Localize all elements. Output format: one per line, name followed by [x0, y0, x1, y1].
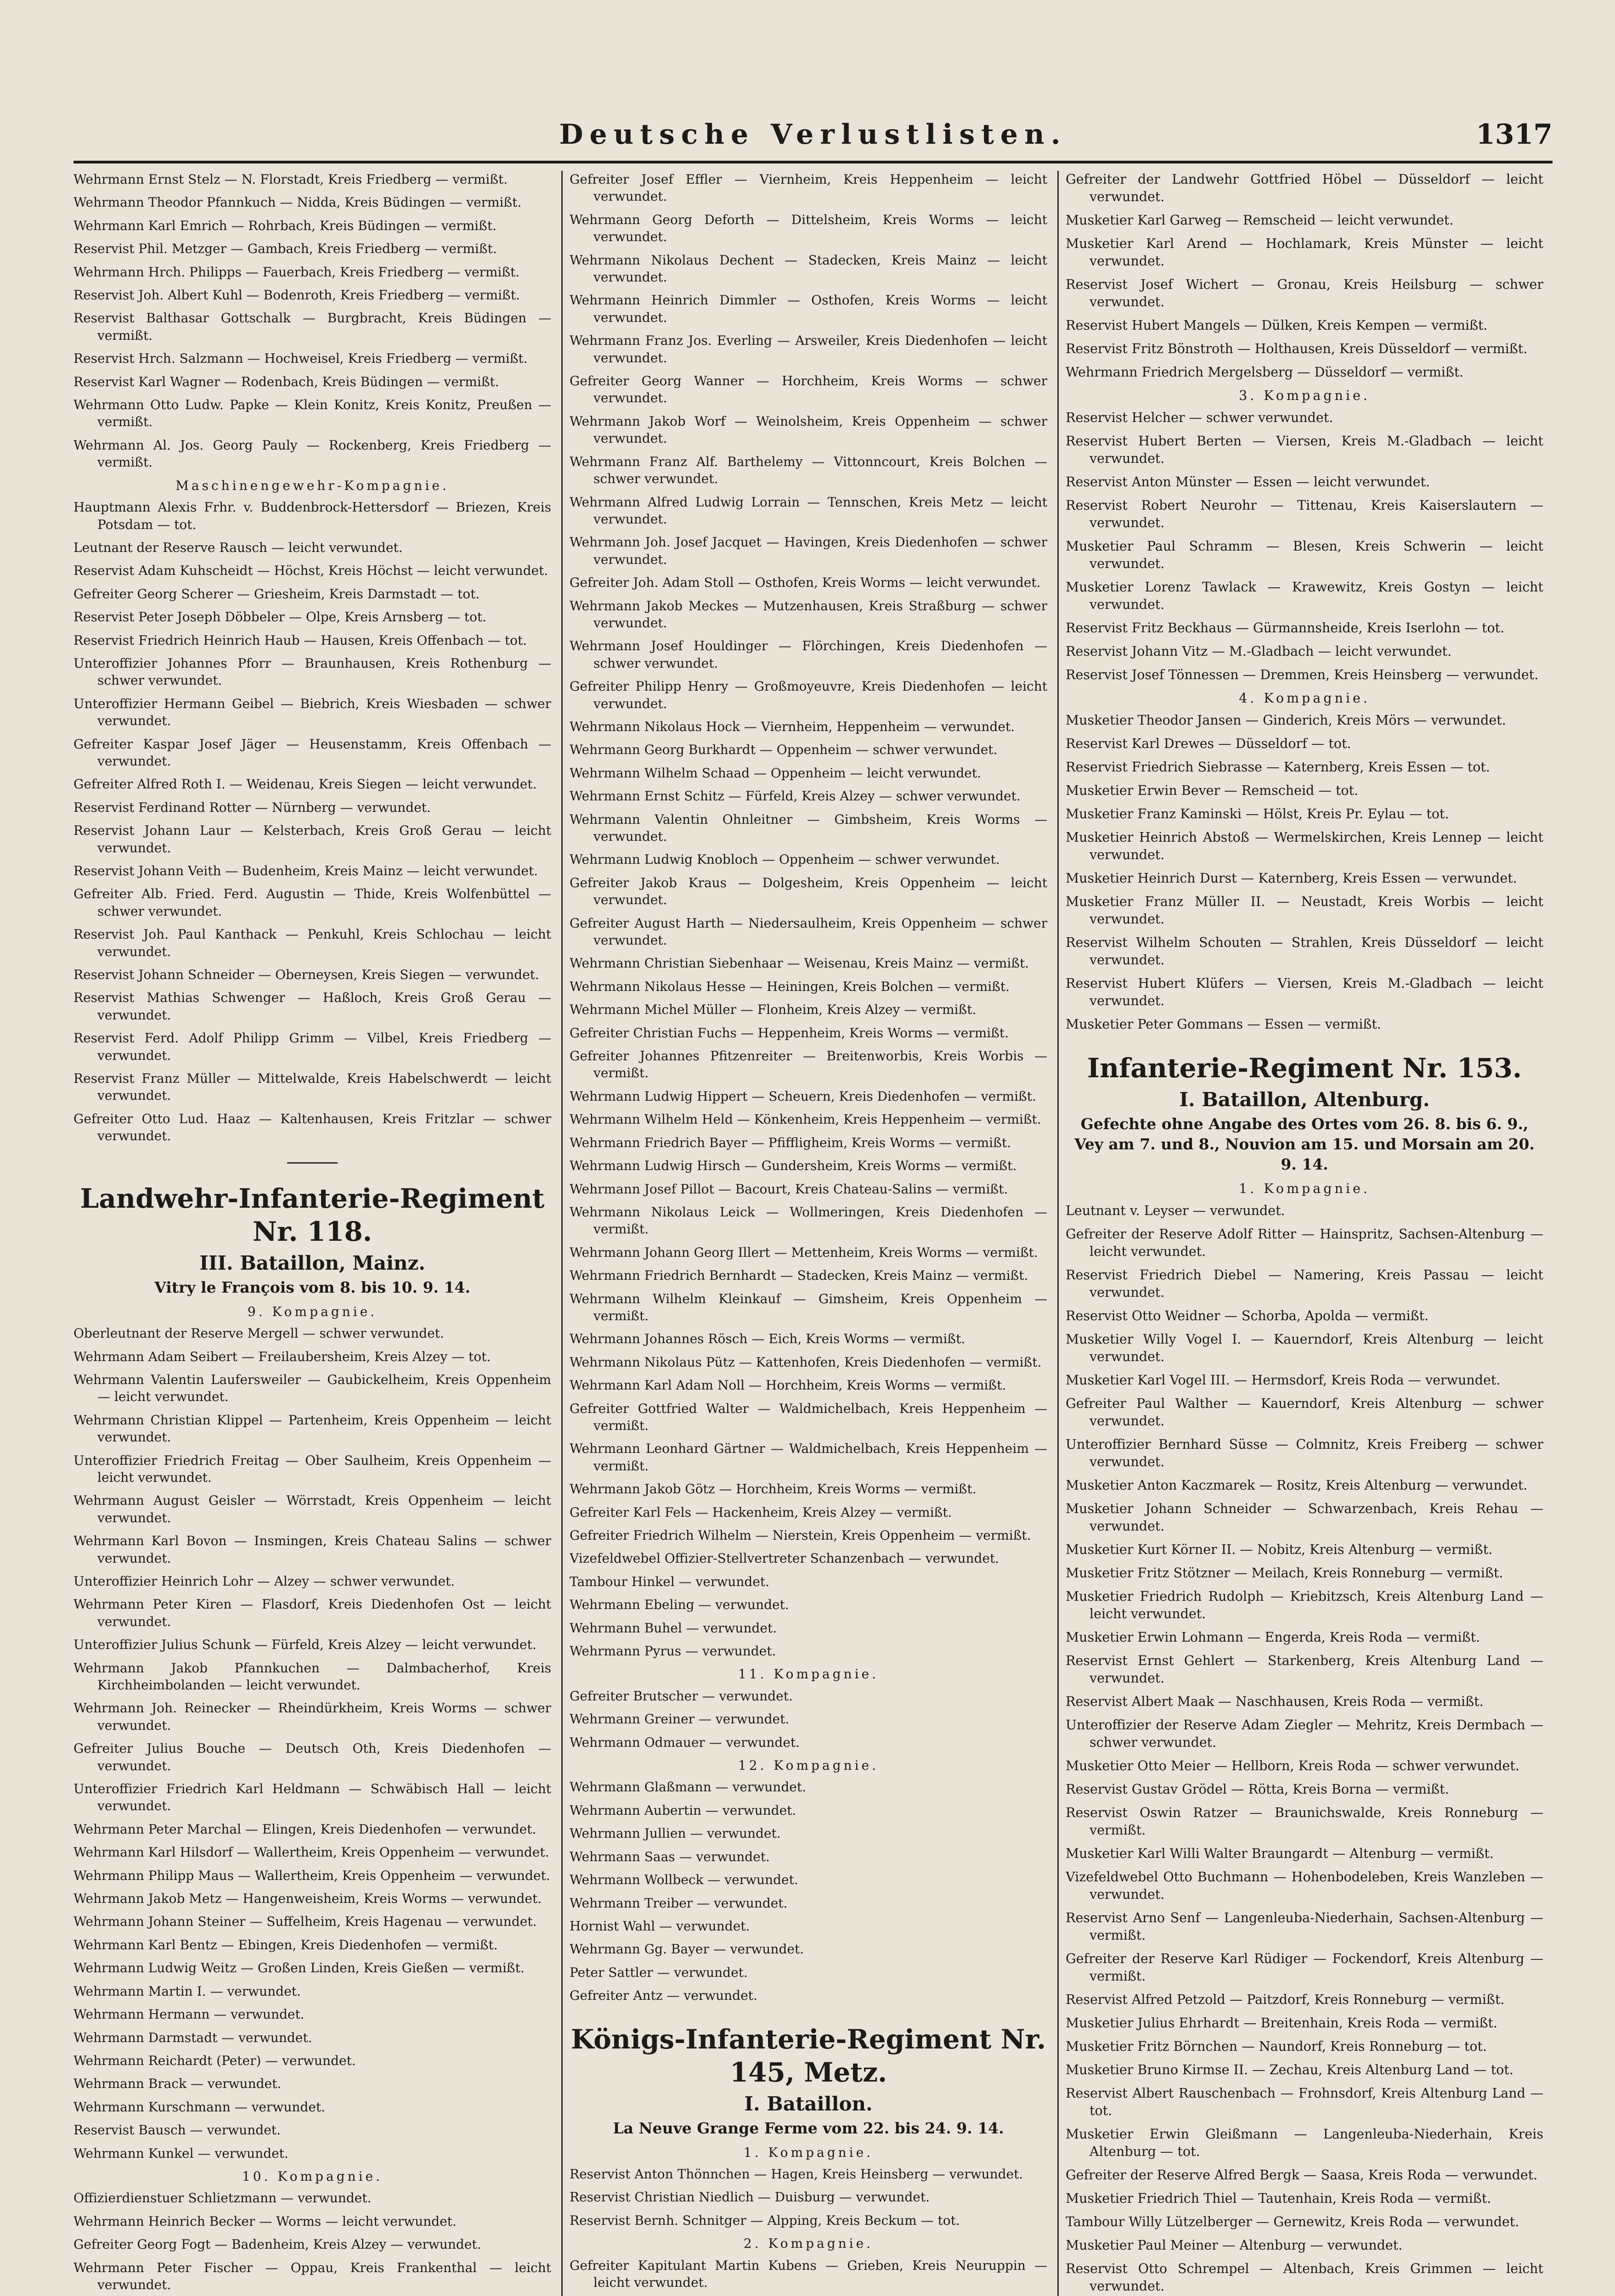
- list-entry: Musketier Fritz Börnchen — Naundorf, Kreis Ronneburg — tot.: [1066, 2039, 1487, 2054]
- list-entry: Gefreiter Christian Fuchs — Heppenheim, Kreis Worms — vermißt.: [570, 1025, 1009, 1041]
- list-entry: Wehrmann Hermann — verwundet.: [73, 2007, 305, 2022]
- list-entry: Wehrmann Odmauer — verwundet.: [570, 1734, 800, 1750]
- list-entry: Wehrmann Pyrus — verwundet.: [570, 1643, 776, 1659]
- list-entry: Wehrmann Jakob Götz — Horchheim, Kreis Worms — vermißt.: [570, 1481, 977, 1497]
- list-entry: Wehrmann Glaßmann — verwundet.: [570, 1779, 806, 1795]
- list-entry: Musketier Otto Meier — Hellborn, Kreis Roda — schwer verwundet.: [1066, 1758, 1519, 1773]
- company-heading: 1. Kompagnie.: [1239, 1181, 1370, 1196]
- column-rule-2: [1057, 171, 1059, 2296]
- list-entry: Reservist Johann Veith — Budenheim, Kreis Mainz — leicht verwundet.: [73, 863, 538, 878]
- list-entry: Reservist Hubert Berten — Viersen, Kreis M.-Gladbach — leicht verwundet.: [1066, 433, 1543, 466]
- list-entry: Reservist Joh. Paul Kanthack — Penkuhl, Kreis Schlochau — leicht verwundet.: [73, 927, 551, 959]
- list-entry: Reservist Franz Müller — Mittelwalde, Kreis Habelschwerdt — leicht verwundet.: [73, 1071, 551, 1103]
- list-entry: Wehrmann Jakob Worf — Weinolsheim, Kreis Oppenheim — schwer verwundet.: [570, 413, 1047, 446]
- list-entry: Wehrmann Wollbeck — verwundet.: [570, 1872, 798, 1888]
- list-entry: Wehrmann Josef Pillot — Bacourt, Kreis Chateau-Salins — vermißt.: [570, 1181, 1008, 1197]
- list-entry: Wehrmann Saas — verwundet.: [570, 1849, 770, 1864]
- list-entry: Gefreiter Kaspar Josef Jäger — Heusenstamm, Kreis Offenbach — verwundet.: [73, 736, 551, 769]
- list-entry: Reservist Josef Wichert — Gronau, Kreis Heilsburg — schwer verwundet.: [1066, 277, 1543, 310]
- list-entry: Wehrmann Reichardt (Peter) — verwundet.: [73, 2053, 356, 2068]
- list-entry: Reservist Friedrich Heinrich Haub — Hausen, Kreis Offenbach — tot.: [73, 632, 527, 648]
- list-entry: Reservist Albert Maak — Naschhausen, Kreis Roda — vermißt.: [1066, 1694, 1484, 1709]
- list-entry: Wehrmann Jullien — verwundet.: [570, 1826, 781, 1841]
- list-entry: Tambour Willy Lützelberger — Gernewitz, Kreis Roda — verwundet.: [1066, 2214, 1519, 2229]
- company-heading: 11. Kompagnie.: [738, 1666, 879, 1682]
- list-entry: Musketier Franz Müller II. — Neustadt, Kreis Worbis — leicht verwundet.: [1066, 894, 1543, 927]
- list-entry: Wehrmann Ludwig Knobloch — Oppenheim — schwer verwundet.: [570, 852, 1000, 867]
- list-entry: Wehrmann Nikolaus Dechent — Stadecken, Kreis Mainz — leicht verwundet.: [570, 252, 1047, 285]
- list-entry: Gefreiter Otto Lud. Haaz — Kaltenhausen, Kreis Fritzlar — schwer verwundet.: [73, 1111, 551, 1144]
- list-entry: Oberleutnant der Reserve Mergell — schwer verwundet.: [73, 1326, 444, 1341]
- list-entry: Wehrmann Kurschmann — verwundet.: [73, 2099, 326, 2115]
- list-entry: Wehrmann Jakob Meckes — Mutzenhausen, Kreis Straßburg — schwer verwundet.: [570, 598, 1047, 630]
- list-entry: Wehrmann Adam Seibert — Freilaubersheim, Kreis Alzey — tot.: [73, 1349, 491, 1364]
- list-entry: Reservist Balthasar Gottschalk — Burgbracht, Kreis Büdingen — vermißt.: [73, 310, 551, 343]
- list-entry: Wehrmann Ludwig Hirsch — Gundersheim, Kreis Worms — vermißt.: [570, 1158, 1017, 1174]
- list-entry: Gefreiter Friedrich Wilhelm — Nierstein, Kreis Oppenheim — vermißt.: [570, 1528, 1031, 1543]
- regiment-heading: Infanterie-Regiment Nr. 153.: [1087, 1052, 1522, 1084]
- list-entry: Musketier Bruno Kirmse II. — Zechau, Kreis Altenburg Land — tot.: [1066, 2062, 1513, 2077]
- company-heading: Maschinengewehr-Kompagnie.: [175, 478, 449, 493]
- list-entry: Wehrmann Ebeling — verwundet.: [570, 1597, 789, 1613]
- list-entry: Unteroffizier der Reserve Adam Ziegler — Mehritz, Kreis Dermbach — schwer verwundet.: [1066, 1717, 1543, 1750]
- list-entry: Gefreiter Jakob Kraus — Dolgesheim, Kreis Oppenheim — leicht verwundet.: [570, 875, 1047, 908]
- page-header: [73, 110, 1553, 163]
- list-entry: Wehrmann Hrch. Philipps — Fauerbach, Kreis Friedberg — vermißt.: [73, 264, 520, 280]
- company-heading: 1. Kompagnie.: [743, 2144, 874, 2160]
- list-entry: Wehrmann Wilhelm Held — Könkenheim, Kreis Heppenheim — vermißt.: [570, 1112, 1041, 1127]
- list-entry: Wehrmann Karl Bovon — Insmingen, Kreis Chateau Salins — schwer verwundet.: [73, 1533, 551, 1566]
- list-entry: Gefreiter Georg Wanner — Horchheim, Kreis Worms — schwer verwundet.: [570, 373, 1047, 406]
- list-entry: Wehrmann Heinrich Becker — Worms — leicht verwundet.: [73, 2213, 457, 2229]
- list-entry: Wehrmann Martin I. — verwundet.: [73, 1983, 301, 1999]
- company-heading: 12. Kompagnie.: [738, 1758, 879, 1773]
- list-entry: Reservist Ferdinand Rotter — Nürnberg — verwundet.: [73, 799, 431, 815]
- list-entry: Reservist Johann Schneider — Oberneysen, Kreis Siegen — verwundet.: [73, 967, 539, 983]
- company-heading: 9. Kompagnie.: [247, 1304, 378, 1319]
- list-entry: Wehrmann Christian Klippel — Partenheim, Kreis Oppenheim — leicht verwundet.: [73, 1412, 551, 1445]
- list-entry: Gefreiter Antz — verwundet.: [570, 1988, 757, 2003]
- list-entry: Reservist Adam Kuhscheidt — Höchst, Kreis Höchst — leicht verwundet.: [73, 563, 548, 579]
- list-entry: Reservist Anton Münster — Essen — leicht verwundet.: [1066, 474, 1430, 490]
- list-entry: Wehrmann Ludwig Hippert — Scheuern, Kreis Diedenhofen — vermißt.: [570, 1088, 1036, 1104]
- list-entry: Wehrmann Al. Jos. Georg Pauly — Rockenberg, Kreis Friedberg — vermißt.: [73, 437, 551, 470]
- column-rule-1: [561, 171, 563, 2296]
- list-entry: Wehrmann Christian Siebenhaar — Weisenau, Kreis Mainz — vermißt.: [570, 956, 1029, 971]
- list-entry: Reservist Fritz Bönstroth — Holthausen, Kreis Düsseldorf — vermißt.: [1066, 341, 1528, 356]
- list-entry: Reservist Hrch. Salzmann — Hochweisel, Kreis Friedberg — vermißt.: [73, 351, 528, 366]
- list-entry: Wehrmann Franz Alf. Barthelemy — Vittonncourt, Kreis Bolchen — schwer verwundet.: [570, 454, 1047, 487]
- list-entry: Gefreiter der Reserve Karl Rüdiger — Fockendorf, Kreis Altenburg — vermißt.: [1066, 1951, 1543, 1984]
- list-entry: Wehrmann Johannes Rösch — Eich, Kreis Worms — vermißt.: [570, 1331, 966, 1347]
- list-entry: Tambour Hinkel — verwundet.: [570, 1574, 769, 1589]
- list-entry: Musketier Willy Vogel I. — Kauerndorf, Kreis Altenburg — leicht verwundet.: [1066, 1332, 1543, 1364]
- list-entry: Wehrmann Ernst Stelz — N. Florstadt, Kreis Friedberg — vermißt.: [73, 172, 508, 187]
- company-heading: 10. Kompagnie.: [242, 2168, 383, 2184]
- list-entry: Gefreiter Paul Walther — Kauerndorf, Kreis Altenburg — schwer verwundet.: [1066, 1396, 1543, 1429]
- list-entry: Leutnant der Reserve Rausch — leicht verwundet.: [73, 540, 403, 555]
- list-entry: Wehrmann Wilhelm Schaad — Oppenheim — leicht verwundet.: [570, 765, 982, 781]
- list-entry: Reservist Alfred Petzold — Paitzdorf, Kreis Ronneburg — vermißt.: [1066, 1992, 1505, 2007]
- list-entry: Unteroffizier Friedrich Freitag — Ober Saulheim, Kreis Oppenheim — leicht verwundet.: [73, 1452, 551, 1485]
- regiment-heading: Landwehr-Infanterie-Regiment Nr. 118.: [80, 1182, 545, 1247]
- list-entry: Reservist Friedrich Diebel — Namering, Kreis Passau — leicht verwundet.: [1066, 1267, 1543, 1300]
- list-entry: Wehrmann Karl Hilsdorf — Wallertheim, Kreis Oppenheim — verwundet.: [73, 1845, 549, 1860]
- list-entry: Musketier Franz Kaminski — Hölst, Kreis Pr. Eylau — tot.: [1066, 806, 1449, 822]
- list-entry: Gefreiter Kapitulant Martin Kubens — Grieben, Kreis Neuruppin — leicht verwundet.: [570, 2257, 1047, 2290]
- battalion-heading: III. Bataillon, Mainz.: [199, 1251, 425, 1274]
- list-entry: Wehrmann Joh. Josef Jacquet — Havingen, Kreis Diedenhofen — schwer verwundet.: [570, 535, 1047, 567]
- list-entry: Wehrmann Nikolaus Pütz — Kattenhofen, Kreis Diedenhofen — vermißt.: [570, 1354, 1042, 1370]
- list-entry: Peter Sattler — verwundet.: [570, 1964, 748, 1980]
- list-entry: Musketier Kurt Körner II. — Nobitz, Kreis Altenburg — vermißt.: [1066, 1542, 1493, 1557]
- list-entry: Wehrmann Karl Bentz — Ebingen, Kreis Diedenhofen — vermißt.: [73, 1937, 498, 1953]
- list-entry: Wehrmann Philipp Maus — Wallertheim, Kreis Oppenheim — verwundet.: [73, 1868, 550, 1883]
- list-entry: Musketier Friedrich Thiel — Tautenhain, Kreis Roda — vermißt.: [1066, 2191, 1491, 2206]
- list-entry: Wehrmann Buhel — verwundet.: [570, 1620, 777, 1636]
- list-entry: Reservist Johann Vitz — M.-Gladbach — leicht verwundet.: [1066, 644, 1452, 659]
- list-entry: Wehrmann Ernst Schitz — Fürfeld, Kreis Alzey — schwer verwundet.: [570, 788, 1021, 804]
- list-entry: Gefreiter der Reserve Alfred Bergk — Saasa, Kreis Roda — verwundet.: [1066, 2167, 1538, 2183]
- list-entry: Reservist Gustav Grödel — Rötta, Kreis Borna — vermißt.: [1066, 1782, 1449, 1797]
- list-entry: Wehrmann Franz Jos. Everling — Arsweiler, Kreis Diedenhofen — leicht verwundet.: [570, 333, 1047, 366]
- list-entry: Wehrmann Valentin Ohnleitner — Gimbsheim, Kreis Worms — verwundet.: [570, 811, 1047, 844]
- list-entry: Hornist Wahl — verwundet.: [570, 1918, 750, 1934]
- list-entry: Wehrmann Nikolaus Hock — Viernheim, Heppenheim — verwundet.: [570, 719, 1015, 734]
- list-entry: Musketier Paul Schramm — Blesen, Kreis Schwerin — leicht verwundet.: [1066, 539, 1543, 571]
- list-entry: Wehrmann Peter Marchal — Elingen, Kreis Diedenhofen — verwundet.: [73, 1821, 536, 1837]
- list-entry: Wehrmann Johann Steiner — Suffelheim, Kreis Hagenau — verwundet.: [73, 1914, 537, 1930]
- list-entry: Wehrmann Jakob Pfannkuchen — Dalmbacherhof, Kreis Kirchheimbolanden — leicht verwundet.: [73, 1660, 551, 1693]
- list-entry: Musketier Heinrich Durst — Katernberg, Kreis Essen — verwundet.: [1066, 871, 1517, 886]
- list-entry: Vizefeldwebel Otto Buchmann — Hohenbodeleben, Kreis Wanzleben — verwundet.: [1066, 1869, 1543, 1902]
- list-entry: Gefreiter Joh. Adam Stoll — Osthofen, Kreis Worms — leicht verwundet.: [570, 575, 1041, 591]
- list-entry: Reservist Peter Joseph Döbbeler — Olpe, Kreis Arnsberg — tot.: [73, 609, 487, 625]
- list-entry: Wehrmann Nikolaus Leick — Wollmeringen, Kreis Diedenhofen — vermißt.: [570, 1204, 1047, 1237]
- list-entry: Wehrmann Jakob Metz — Hangenweisheim, Kreis Worms — verwundet.: [73, 1891, 542, 1907]
- section-divider: [287, 1162, 338, 1164]
- list-entry: Unteroffizier Hermann Geibel — Biebrich, Kreis Wiesbaden — schwer verwundet.: [73, 696, 551, 729]
- list-entry: Gefreiter August Harth — Niedersaulheim, Kreis Oppenheim — schwer verwundet.: [570, 915, 1047, 948]
- list-entry: Gefreiter Georg Fogt — Badenheim, Kreis Alzey — verwundet.: [73, 2237, 481, 2252]
- list-entry: Reservist Ferd. Adolf Philipp Grimm — Vilbel, Kreis Friedberg — verwundet.: [73, 1030, 551, 1063]
- company-heading: 2. Kompagnie.: [743, 2236, 874, 2251]
- list-entry: Reservist Fritz Beckhaus — Gürmannsheide, Kreis Iserlohn — tot.: [1066, 620, 1505, 636]
- list-entry: Reservist Johann Laur — Kelsterbach, Kreis Groß Gerau — leicht verwundet.: [73, 823, 551, 855]
- list-entry: Unteroffizier Julius Schunk — Fürfeld, Kreis Alzey — leicht verwundet.: [73, 1637, 536, 1653]
- list-entry: Unteroffizier Johannes Pforr — Braunhausen, Kreis Rothenburg — schwer verwundet.: [73, 655, 551, 688]
- list-entry: Musketier Karl Garweg — Remscheid — leicht verwundet.: [1066, 213, 1454, 228]
- list-entry: Wehrmann Aubertin — verwundet.: [570, 1802, 796, 1818]
- list-entry: Gefreiter Alb. Fried. Ferd. Augustin — Thide, Kreis Wolfenbüttel — schwer verwundet.: [73, 886, 551, 919]
- list-entry: Musketier Karl Willi Walter Braungardt — Altenburg — vermißt.: [1066, 1846, 1494, 1861]
- list-entry: Musketier Johann Schneider — Schwarzenbach, Kreis Rehau — verwundet.: [1066, 1501, 1543, 1534]
- list-entry: Gefreiter der Landwehr Gottfried Höbel — Düsseldorf — leicht verwundet.: [1066, 172, 1543, 204]
- location-date-line: Gefechte ohne Angabe des Ortes vom 26. 8. bis 6. 9., Vey am 7. und 8., Nouvion am 15. und Morsain am 20. 9. 14.: [1074, 1115, 1535, 1173]
- list-entry: Wehrmann Georg Burkhardt — Oppenheim — schwer verwundet.: [570, 742, 998, 758]
- list-entry: Gefreiter Josef Effler — Viernheim, Kreis Heppenheim — leicht verwundet.: [570, 172, 1047, 204]
- list-entry: Reservist Bernh. Schnitger — Alpping, Kreis Beckum — tot.: [570, 2212, 960, 2228]
- list-entry: Wehrmann Darmstadt — verwundet.: [73, 2030, 312, 2045]
- list-entry: Musketier Heinrich Abstoß — Wermelskirchen, Kreis Lennep — leicht verwundet.: [1066, 830, 1543, 862]
- list-entry: Wehrmann Ludwig Weitz — Großen Linden, Kreis Gießen — vermißt.: [73, 1960, 525, 1976]
- list-entry: Wehrmann August Geisler — Wörrstadt, Kreis Oppenheim — leicht verwundet.: [73, 1493, 551, 1525]
- list-entry: Wehrmann Gg. Bayer — verwundet.: [570, 1941, 804, 1957]
- list-entry: Wehrmann Joh. Reinecker — Rheindürkheim, Kreis Worms — schwer verwundet.: [73, 1700, 551, 1733]
- list-entry: Musketier Erwin Lohmann — Engerda, Kreis Roda — vermißt.: [1066, 1630, 1480, 1645]
- list-entry: Gefreiter Johannes Pfitzenreiter — Breitenworbis, Kreis Worbis — vermißt.: [570, 1048, 1047, 1081]
- list-entry: Reservist Karl Drewes — Düsseldorf — tot.: [1066, 736, 1351, 751]
- list-entry: Wehrmann Friedrich Mergelsberg — Düsseldorf — vermißt.: [1066, 365, 1464, 380]
- list-entry: Unteroffizier Bernhard Süsse — Colmnitz, Kreis Freiberg — schwer verwundet.: [1066, 1437, 1543, 1469]
- list-entry: Reservist Robert Neurohr — Tittenau, Kreis Kaiserslautern — verwundet.: [1066, 498, 1543, 530]
- list-entry: Musketier Peter Gommans — Essen — vermißt.: [1066, 1017, 1381, 1032]
- list-entry: Musketier Anton Kaczmarek — Rositz, Kreis Altenburg — verwundet.: [1066, 1478, 1528, 1493]
- list-entry: Reservist Arno Senf — Langenleuba-Niederhain, Sachsen-Altenburg — vermißt.: [1066, 1910, 1543, 1943]
- battalion-heading: I. Bataillon.: [744, 2092, 873, 2115]
- list-entry: Musketier Erwin Bever — Remscheid — tot.: [1066, 783, 1359, 798]
- list-entry: Reservist Helcher — schwer verwundet.: [1066, 410, 1333, 425]
- list-entry: Reservist Hubert Mangels — Dülken, Kreis Kempen — vermißt.: [1066, 318, 1488, 333]
- list-entry: Reservist Wilhelm Schouten — Strahlen, Kreis Düsseldorf — leicht verwundet.: [1066, 935, 1543, 968]
- location-date-line: La Neuve Grange Ferme vom 22. bis 24. 9. 14.: [613, 2119, 1004, 2137]
- list-entry: Wehrmann Josef Houldinger — Flörchingen, Kreis Diedenhofen — schwer verwundet.: [570, 638, 1047, 671]
- list-entry: Leutnant v. Leyser — verwundet.: [1066, 1203, 1285, 1218]
- list-entry: Unteroffizier Friedrich Karl Heldmann — Schwäbisch Hall — leicht verwundet.: [73, 1781, 551, 1814]
- list-entry: Reservist Friedrich Siebrasse — Katernberg, Kreis Essen — tot.: [1066, 760, 1490, 775]
- list-entry: Reservist Albert Rauschenbach — Frohnsdorf, Kreis Altenburg Land — tot.: [1066, 2086, 1543, 2118]
- list-entry: Wehrmann Michel Müller — Flonheim, Kreis Alzey — vermißt.: [570, 1002, 977, 1018]
- list-entry: Wehrmann Otto Ludw. Papke — Klein Konitz, Kreis Konitz, Preußen — vermißt.: [73, 397, 551, 430]
- list-entry: Musketier Theodor Jansen — Ginderich, Kreis Mörs — verwundet.: [1066, 713, 1506, 728]
- list-entry: Gefreiter Brutscher — verwundet.: [570, 1688, 793, 1704]
- list-entry: Reservist Anton Thönnchen — Hagen, Kreis Heinsberg — verwundet.: [570, 2166, 1023, 2182]
- battalion-heading: I. Bataillon, Altenburg.: [1179, 1088, 1430, 1111]
- list-entry: Musketier Karl Arend — Hochlamark, Kreis Münster — leicht verwundet.: [1066, 236, 1543, 269]
- list-entry: Musketier Julius Ehrhardt — Breitenhain, Kreis Roda — vermißt.: [1066, 2015, 1498, 2031]
- list-entry: Reservist Mathias Schwenger — Haßloch, Kreis Groß Gerau — verwundet.: [73, 990, 551, 1023]
- regiment-heading: Königs-Infanterie-Regiment Nr. 145, Metz.: [570, 2023, 1046, 2088]
- column-2: [570, 171, 1047, 2296]
- list-entry: Reservist Josef Tönnessen — Dremmen, Kreis Heinsberg — verwundet.: [1066, 667, 1539, 682]
- list-entry: Gefreiter Karl Fels — Hackenheim, Kreis Alzey — vermißt.: [570, 1504, 952, 1520]
- list-entry: Reservist Otto Weidner — Schorba, Apolda — vermißt.: [1066, 1308, 1429, 1323]
- column-3: [1066, 171, 1543, 2296]
- list-entry: Musketier Erwin Gleißmann — Langenleuba-Niederhain, Kreis Altenburg — tot.: [1066, 2127, 1543, 2159]
- list-entry: Wehrmann Treiber — verwundet.: [570, 1895, 788, 1911]
- list-entry: Offizierdienstuer Schlietzmann — verwundet.: [73, 2190, 372, 2206]
- list-entry: Reservist Otto Schrempel — Altenbach, Kreis Grimmen — leicht verwundet.: [1066, 2261, 1543, 2294]
- company-heading: 4. Kompagnie.: [1239, 691, 1370, 706]
- list-entry: Wehrmann Friedrich Bayer — Pfiffligheim, Kreis Worms — vermißt.: [570, 1135, 1011, 1150]
- list-entry: Reservist Karl Wagner — Rodenbach, Kreis Büdingen — vermißt.: [73, 374, 499, 389]
- list-entry: Gefreiter der Reserve Adolf Ritter — Hainspritz, Sachsen-Altenburg — leicht verwundet.: [1066, 1227, 1543, 1259]
- list-entry: Wehrmann Peter Fischer — Oppau, Kreis Frankenthal — leicht verwundet.: [73, 2260, 551, 2292]
- list-entry: Wehrmann Nikolaus Hesse — Heiningen, Kreis Bolchen — vermißt.: [570, 979, 1010, 994]
- list-entry: Reservist Oswin Ratzer — Braunichswalde, Kreis Ronneburg — vermißt.: [1066, 1805, 1543, 1838]
- list-entry: Reservist Christian Niedlich — Duisburg — verwundet.: [570, 2189, 930, 2205]
- list-entry: Gefreiter Philipp Henry — Großmoyeuvre, Kreis Diedenhofen — leicht verwundet.: [570, 679, 1047, 711]
- list-entry: Wehrmann Valentin Laufersweiler — Gaubickelheim, Kreis Oppenheim — leicht verwundet.: [73, 1372, 551, 1405]
- list-entry: Wehrmann Friedrich Bernhardt — Stadecken, Kreis Mainz — vermißt.: [570, 1268, 1028, 1283]
- column-1: [73, 171, 551, 2296]
- list-entry: Gefreiter Georg Scherer — Griesheim, Kreis Darmstadt — tot.: [73, 586, 480, 602]
- list-entry: Wehrmann Theodor Pfannkuch — Nidda, Kreis Büdingen — vermißt.: [73, 195, 522, 210]
- location-date-line: Vitry le François vom 8. bis 10. 9. 14.: [154, 1278, 470, 1296]
- list-entry: Reservist Bausch — verwundet.: [73, 2122, 281, 2138]
- list-entry: Musketier Karl Vogel III. — Hermsdorf, Kreis Roda — verwundet.: [1066, 1373, 1501, 1388]
- list-entry: Wehrmann Heinrich Dimmler — Osthofen, Kreis Worms — leicht verwundet.: [570, 293, 1047, 325]
- list-entry: Wehrmann Kunkel — verwundet.: [73, 2145, 288, 2161]
- page-title: Deutsche Verlustlisten.: [559, 118, 1067, 151]
- page-number: 1317: [1476, 118, 1553, 151]
- list-entry: Wehrmann Georg Deforth — Dittelsheim, Kreis Worms — leicht verwundet.: [570, 212, 1047, 245]
- list-entry: Reservist Phil. Metzger — Gambach, Kreis Friedberg — vermißt.: [73, 241, 497, 257]
- list-entry: Musketier Paul Meiner — Altenburg — verwundet.: [1066, 2238, 1403, 2253]
- list-entry: Wehrmann Karl Adam Noll — Horchheim, Kreis Worms — vermißt.: [570, 1378, 1006, 1393]
- list-entry: Reservist Ernst Gehlert — Starkenberg, Kreis Altenburg Land — verwundet.: [1066, 1653, 1543, 1686]
- list-entry: Musketier Lorenz Tawlack — Krawewitz, Kreis Gostyn — leicht verwundet.: [1066, 580, 1543, 612]
- list-entry: Unteroffizier Heinrich Lohr — Alzey — schwer verwundet.: [73, 1573, 455, 1589]
- list-entry: Wehrmann Brack — verwundet.: [73, 2076, 282, 2092]
- list-entry: Musketier Fritz Stötzner — Meilach, Kreis Ronneburg — vermißt.: [1066, 1565, 1503, 1581]
- list-entry: Hauptmann Alexis Frhr. v. Buddenbrock-Hettersdorf — Briezen, Kreis Potsdam — tot.: [73, 500, 551, 532]
- list-entry: Wehrmann Wilhelm Kleinkauf — Gimsheim, Kreis Oppenheim — vermißt.: [570, 1291, 1047, 1323]
- list-entry: Wehrmann Peter Kiren — Flasdorf, Kreis Diedenhofen Ost — leicht verwundet.: [73, 1597, 551, 1629]
- list-entry: Vizefeldwebel Offizier-Stellvertreter Schanzenbach — verwundet.: [570, 1551, 999, 1566]
- list-entry: Wehrmann Leonhard Gärtner — Waldmichelbach, Kreis Heppenheim — vermißt.: [570, 1441, 1047, 1474]
- list-entry: Musketier Friedrich Rudolph — Kriebitzsch, Kreis Altenburg Land — leicht verwundet.: [1066, 1589, 1543, 1621]
- list-entry: Reservist Joh. Albert Kuhl — Bodenroth, Kreis Friedberg — vermißt.: [73, 287, 520, 303]
- company-heading: 3. Kompagnie.: [1239, 388, 1370, 403]
- list-entry: Gefreiter Julius Bouche — Deutsch Oth, Kreis Diedenhofen — verwundet.: [73, 1741, 551, 1773]
- list-entry: Wehrmann Alfred Ludwig Lorrain — Tennschen, Kreis Metz — leicht verwundet.: [570, 494, 1047, 527]
- list-entry: Reservist Hubert Klüfers — Viersen, Kreis M.-Gladbach — leicht verwundet.: [1066, 976, 1543, 1008]
- list-entry: Wehrmann Johann Georg Illert — Mettenheim, Kreis Worms — vermißt.: [570, 1244, 1038, 1260]
- list-entry: Gefreiter Gottfried Walter — Waldmichelbach, Kreis Heppenheim — vermißt.: [570, 1401, 1047, 1433]
- list-entry: Wehrmann Karl Emrich — Rohrbach, Kreis Büdingen — vermißt.: [73, 218, 497, 233]
- list-entry: Wehrmann Greiner — verwundet.: [570, 1711, 790, 1727]
- list-entry: Gefreiter Alfred Roth I. — Weidenau, Kreis Siegen — leicht verwundet.: [73, 777, 537, 792]
